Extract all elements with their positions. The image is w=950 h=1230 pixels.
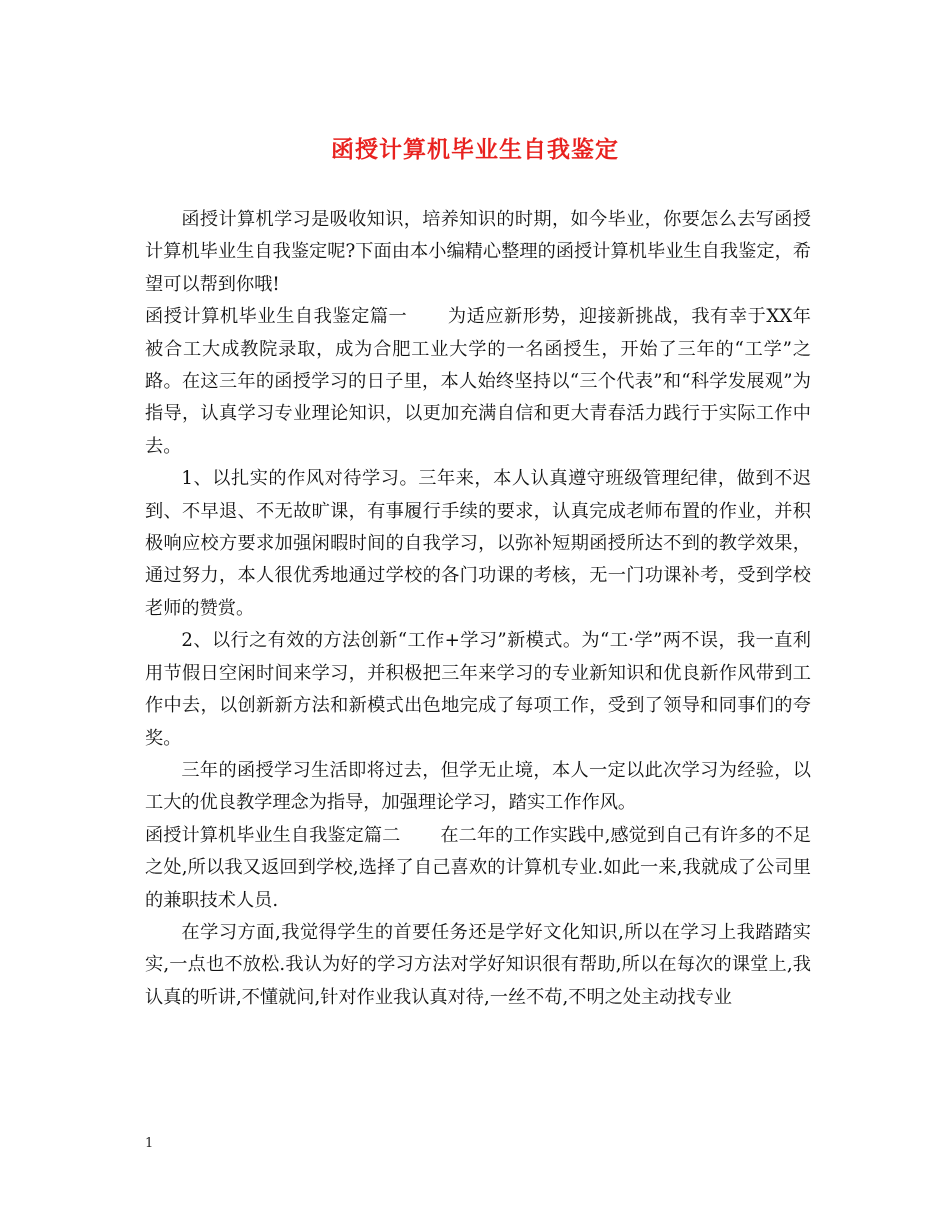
section2-paragraph1: 在学习方面,我觉得学生的首要任务还是学好文化知识,所以在学习上我踏踏实实,一点也不放松.我认为好的学习方法对学好知识很有帮助,所以在每次的课堂上,我认真的听讲,不懂就问,针对作业我认真对待,一丝不苟,不明之处主动找专业 (145, 921, 811, 1008)
page-number: 1 (145, 1136, 154, 1151)
section1-point2-paragraph: 2、以行之有效的方法创新“工作+学习”新模式。为“工·学”两不误，我一直利用节假日空闲时间来学习，并积极把三年来学习的专业新知识和优良新作风带到工作中去，以创新新方法和新模式出色地完成了每项工作，受到了领导和同事们的夸奖。 (145, 630, 811, 749)
section1-first-paragraph (145, 301, 811, 463)
section1-lead: 为适应新形势，迎接新挑战，我有幸于XX年被合工大成教院录取，成为合肥工业大学的一名函授生，开始了三年的“工学”之路。在这三年的函授学习的日子里，本人始终坚持以“三个代表”和“科学发展观”为指导，认真学习专业理论知识，以更加充满自信和更大青春活力践行于实际工作中去。 (145, 306, 811, 457)
section1-closing-paragraph: 三年的函授学习生活即将过去，但学无止境，本人一定以此次学习为经验，以工大的优良教学理念为指导，加强理论学习，踏实工作作风。 (145, 759, 811, 814)
section2-first-paragraph (145, 820, 811, 917)
section2-lead: 在二年的工作实践中,感觉到自己有许多的不足之处,所以我又返回到学校,选择了自己喜欢的计算机专业.如此一来,我就成了公司里的兼职技术人员. (145, 824, 811, 911)
section1-heading: 函授计算机毕业生自我鉴定篇一 (145, 306, 408, 328)
document-title: 函授计算机毕业生自我鉴定 (331, 136, 619, 163)
document-body (145, 204, 811, 1014)
section2-heading: 函授计算机毕业生自我鉴定篇二 (145, 824, 401, 846)
section1-point1-paragraph: 1、以扎实的作风对待学习。三年来，本人认真遵守班级管理纪律，做到不迟到、不早退、不无故旷课，有事履行手续的要求，认真完成老师布置的作业，并积极响应校方要求加强闲暇时间的自我学习，以弥补短期函授所达不到的教学效果，通过努力，本人很优秀地通过学校的各门功课的考核，无一门功课补考，受到学校老师的赞赏。 (145, 468, 811, 619)
intro-paragraph: 函授计算机学习是吸收知识，培养知识的时期，如今毕业，你要怎么去写函授计算机毕业生自我鉴定呢?下面由本小编精心整理的函授计算机毕业生自我鉴定，希望可以帮到你哦! (145, 209, 811, 295)
